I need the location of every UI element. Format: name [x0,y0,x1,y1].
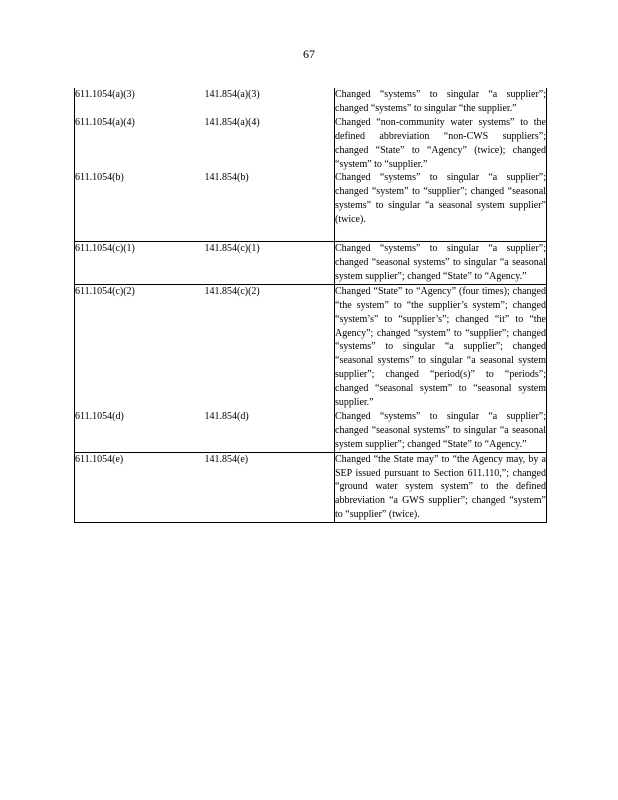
federal-section-cell: 141.854(a)(4) [204,116,260,128]
table-row [75,452,547,523]
illinois-section-cell: 611.1054(b) [75,171,205,241]
illinois-section-cell: 611.1054(d) [75,410,205,452]
table-row [75,171,547,241]
illinois-section-cell: 611.1054(a)(3) [75,88,205,116]
table-row [75,116,547,172]
change-description-cell: Changed “systems” to singular “a supplier”; changed “system” to “supplier”; changed “seasonal systems” to singular “a seasonal system supplier” (twice). [335,171,547,241]
change-description-cell: Changed “the State may” to “the Agency may, by a SEP issued pursuant to Section 611.110,”; changed “ground water system system” to the defined abbreviation “a GWS supplier”; changed “system” to “supplier” (twice). [335,452,547,523]
federal-section-cell: 141.854(c)(2) [205,284,335,410]
federal-section-cell: 141.854(e) [205,452,335,523]
change-description-cell: Changed “systems” to singular “a supplier”; changed “seasonal systems” to singular “a seasonal system supplier”; changed “State” to “Agency.” [335,410,547,452]
table-row [75,410,547,452]
change-description-cell: Changed “non-community water systems” to the defined abbreviation “non-CWS suppliers”; changed “State” to “Agency” (twice); changed “system” to “supplier.” [335,116,546,170]
change-description-cell: Changed “State” to “Agency” (four times); changed “the system” to “the supplier’s system”; changed “system’s” to “supplier’s”; changed “it” to “the Agency”; changed “system” to “supplier”; changed “systems” to singular “a supplier”; changed “seasonal systems” to singular “a seasonal system supplier”; changed “period(s)” to “periods”; changed “seasonal system” to “seasonal system supplier.” [335,285,546,409]
federal-section-cell: 141.854(b) [204,172,249,184]
federal-section-cell: 141.854(d) [204,410,249,422]
change-description-cell: Changed “systems” to singular “a supplier”; changed “seasonal systems” to singular “a seasonal system supplier”; changed “State” to “Agency.” [335,242,547,285]
federal-section-cell: 141.854(a)(3) [204,89,260,100]
illinois-section-cell: 611.1054(c)(1) [75,242,205,285]
section-derivation-table [74,88,547,523]
change-description-cell: Changed “systems” to singular “a supplier”; changed “systems” to singular “the supplier.” [335,89,546,114]
illinois-section-cell: 611.1054(a)(4) [75,116,205,172]
illinois-section-cell: 611.1054(e) [75,452,205,523]
table-row [75,284,547,410]
illinois-section-cell: 611.1054(c)(2) [75,284,205,410]
federal-section-cell: 141.854(c)(1) [205,242,335,285]
page-number: 67 [303,47,315,61]
table-row [75,88,547,116]
table-row [75,242,547,285]
